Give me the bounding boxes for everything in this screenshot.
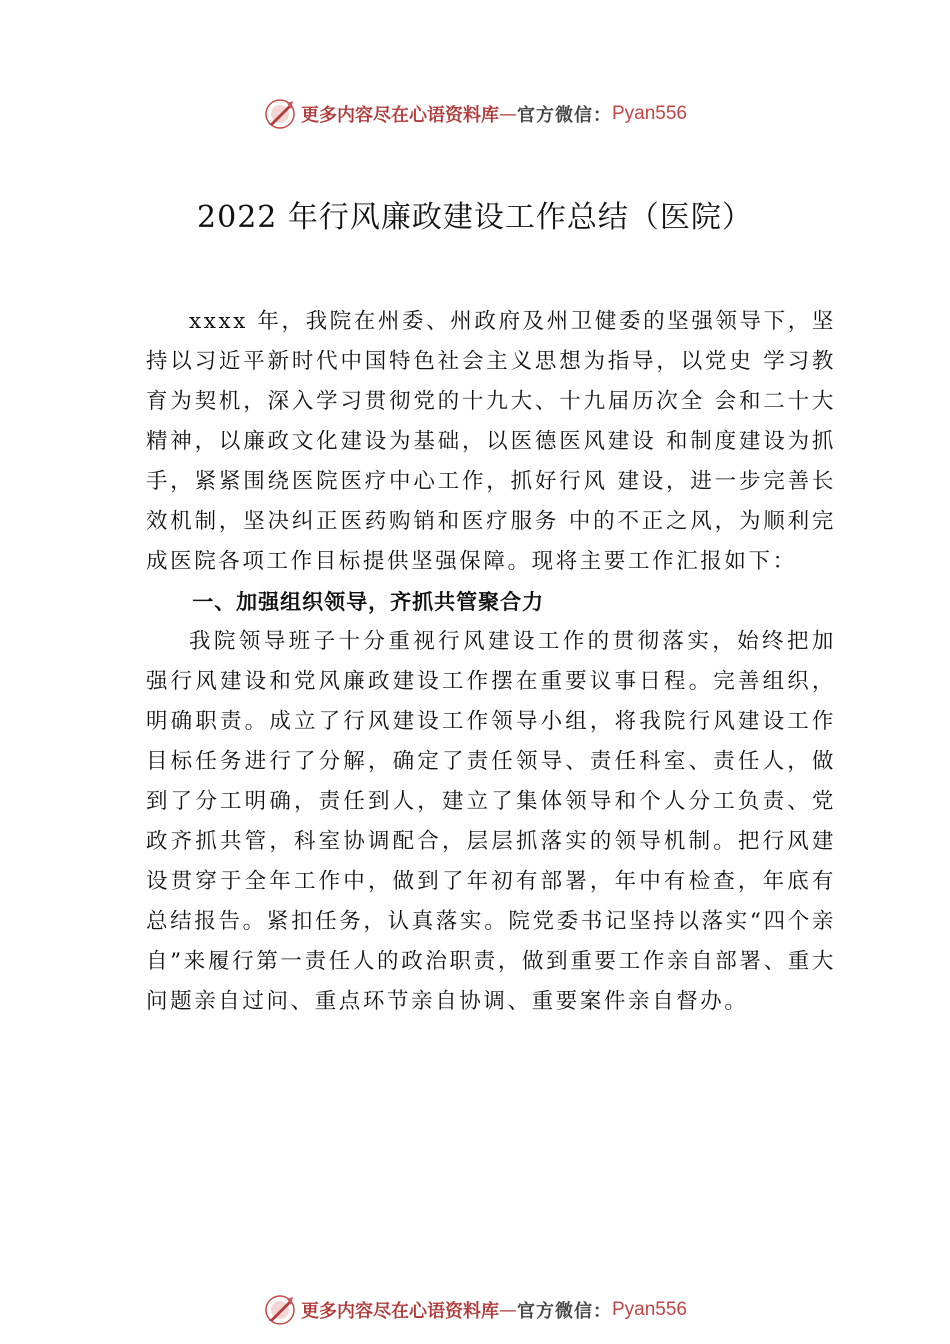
watermark-wechat-id: Pyan556 xyxy=(611,1299,687,1320)
document-body xyxy=(146,302,836,1022)
watermark-separator: — xyxy=(498,1299,517,1321)
quill-pen-icon xyxy=(263,97,297,131)
watermark-wechat-id: Pyan556 xyxy=(611,103,687,124)
watermark-brand-text: 更多内容尽在心语资料库 xyxy=(300,105,499,126)
watermark-wechat-label: 官方微信： xyxy=(516,1301,612,1322)
watermark-wechat-label: 官方微信： xyxy=(516,105,612,126)
watermark-brand-text: 更多内容尽在心语资料库 xyxy=(300,1301,499,1322)
section-heading: 一、加强组织领导，齐抓共管聚合力 xyxy=(192,590,545,614)
document-title: 2022 年行风廉政建设工作总结（医院） xyxy=(197,200,753,235)
quill-pen-icon xyxy=(263,1293,297,1327)
watermark-footer xyxy=(0,1290,950,1330)
watermark-header xyxy=(0,94,950,134)
watermark-separator: — xyxy=(498,103,517,125)
section-paragraph: 我院领导班子十分重视行风建设工作的贯彻落实，始终把加强行风建设和党风廉政建设工作摆在重要议事日程。完善组织，明确职责。成立了行风建设工作领导小组，将我院行风建设工作目标任务进行了分解，确定了责任领导、责任科室、责任人，做到了分工明确，责任到人，建立了集体领导和个人分工负责、党政齐抓共管，科室协调配合，层层抓落实的领导机制。把行风建设贯穿于全年工作中，做到了年初有部署，年中有检查，年底有总结报告。紧扣任务，认真落实。院党委书记坚持以落实“四个亲自”来履行第一责任人的政治职责，做到重要工作亲自部署、重大问题亲自过问、重点环节亲自协调、重要案件亲自督办。 xyxy=(146,629,836,1014)
intro-paragraph: xxxx 年，我院在州委、州政府及州卫健委的坚强领导下，坚持以习近平新时代中国特色社会主义思想为指导，以党史 学习教育为契机，深入学习贯彻党的十九大、十九届历次全 会和二十大精神，以廉政文化建设为基础，以医德医风建设 和制度建设为抓手，紧紧围绕医院医疗中心工作，抓好行风 建设，进一步完善长效机制，坚决纠正医药购销和医疗服务 中的不正之风，为顺利完成医院各项工作目标提供坚强保障。现将主要工作汇报如下： xyxy=(146,309,836,574)
